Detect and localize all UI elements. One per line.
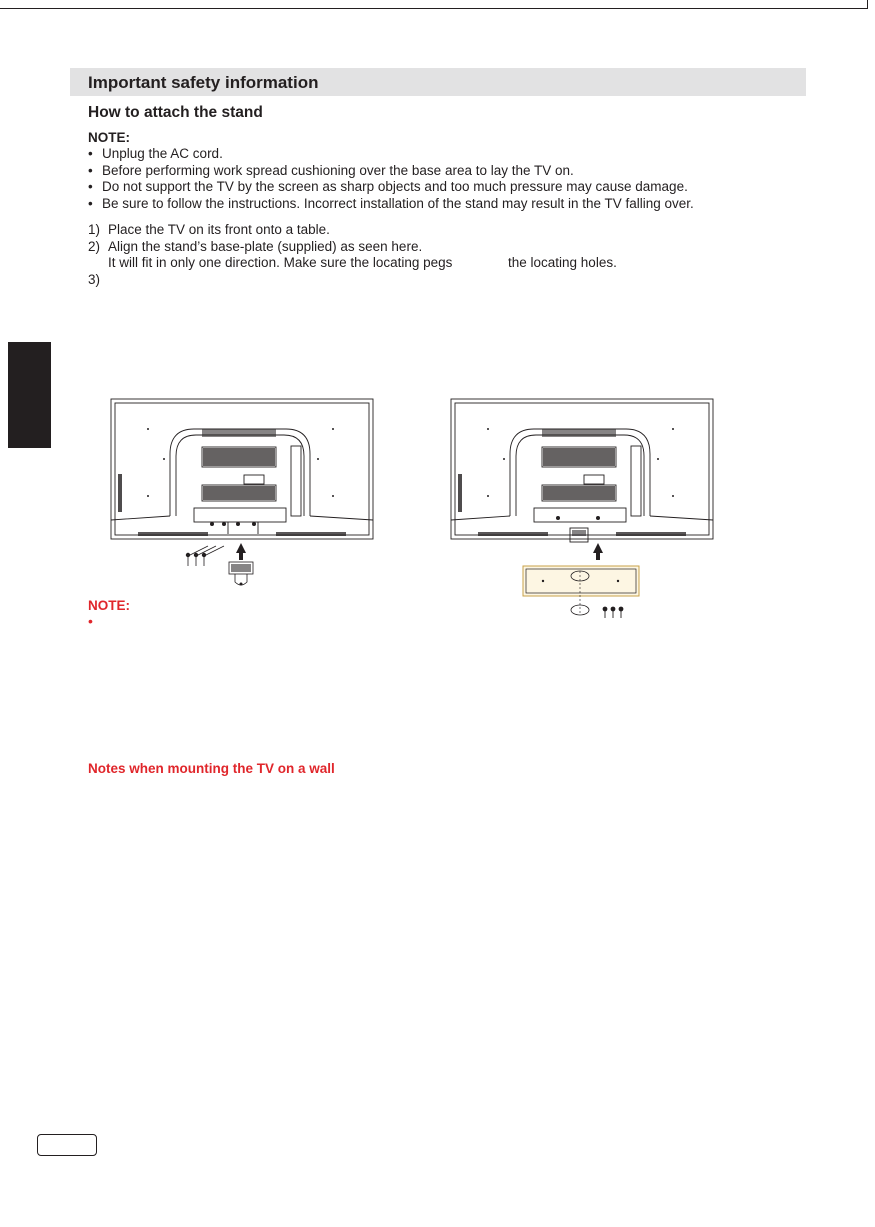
note-list	[88, 146, 694, 212]
step-2: 2) Align the stand’s base-plate (supplied) as seen here.	[88, 238, 423, 254]
up-arrow-icon	[593, 543, 603, 560]
top-rule-end	[867, 0, 868, 9]
note-warning-label: NOTE:	[88, 598, 130, 613]
step-1: 1) Place the TV on its front onto a table.	[88, 222, 330, 237]
page-title: Important safety information	[88, 73, 319, 92]
section-subtitle: How to attach the stand	[88, 104, 263, 121]
step-2-detail: It will fit in only one direction. Make sure the locating pegs the locating holes.	[108, 255, 617, 270]
note-warning-bullet: •	[88, 613, 93, 629]
top-rule	[0, 8, 868, 9]
language-side-tab	[8, 342, 51, 448]
wall-mount-heading: Notes when mounting the TV on a wall	[88, 761, 335, 776]
steps-list	[88, 222, 617, 288]
list-item: • Be sure to follow the instructions. Incorrect installation of the stand may result in the TV falling over.	[88, 195, 694, 211]
section-header-bar	[70, 68, 806, 96]
up-arrow-icon	[236, 543, 246, 560]
page-number-box	[37, 1134, 97, 1156]
list-item: • Unplug the AC cord.	[88, 146, 223, 161]
note-label: NOTE:	[88, 130, 130, 145]
figure-attach-neck	[108, 396, 378, 592]
list-item: • Before performing work spread cushioning over the base area to lay the TV on.	[88, 162, 574, 178]
figure-attach-base-plate	[448, 396, 718, 624]
list-item: • Do not support the TV by the screen as sharp objects and too much pressure may cause damage.	[88, 179, 688, 194]
step-3: 3)	[88, 271, 101, 287]
